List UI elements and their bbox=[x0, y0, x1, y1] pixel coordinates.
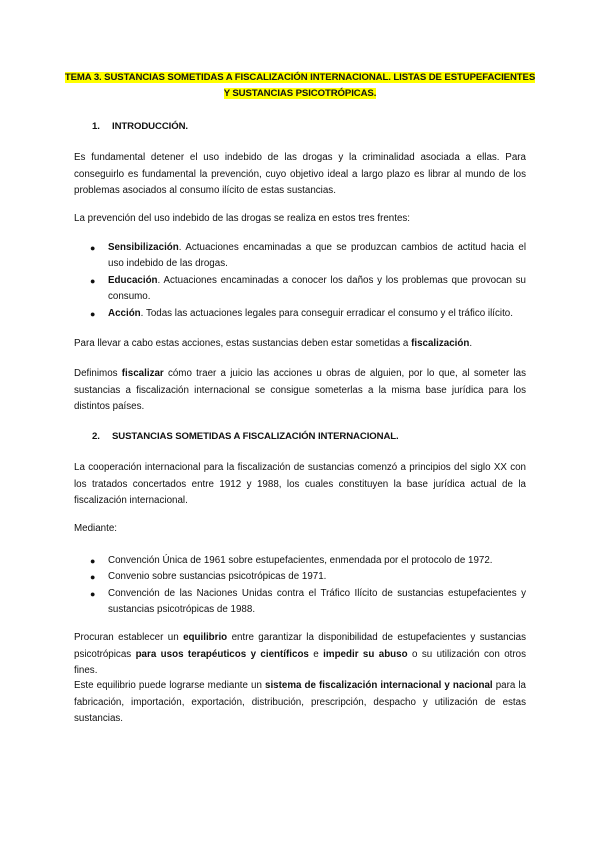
title-line-2: Y SUSTANCIAS PSICOTRÓPICAS. bbox=[223, 88, 377, 99]
bullet-text: Convenio sobre sustancias psicotrópicas de 1971. bbox=[108, 571, 327, 583]
list-item bbox=[90, 553, 526, 569]
section-title: INTRODUCCIÓN. bbox=[112, 121, 188, 132]
bullet-term: Sensibilización bbox=[108, 242, 179, 253]
bullet-icon: ● bbox=[90, 243, 96, 253]
list-item bbox=[90, 569, 526, 585]
bullet-icon: ● bbox=[90, 556, 96, 566]
section-title: SUSTANCIAS SOMETIDAS A FISCALIZACIÓN INTERNACIONAL. bbox=[112, 431, 399, 442]
paragraph: La prevención del uso indebido de las drogas se realiza en estos tres frentes: bbox=[74, 213, 411, 224]
list-item bbox=[90, 306, 526, 322]
bullet-text: . Todas las actuaciones legales para conseguir erradicar el consumo y el tráfico ilícito. bbox=[140, 307, 513, 319]
paragraph: Procuran establecer un equilibrio entre garantizar la disponibilidad de estupefacientes y sustancias psicotrópicas para usos terapéuticos y científicos e impedir su abuso o su utilización con otros fines. bbox=[74, 632, 527, 677]
section-number: 2. bbox=[92, 431, 100, 442]
list-item bbox=[90, 273, 526, 306]
bullet-icon: ● bbox=[90, 275, 96, 286]
paragraph: Es fundamental detener el uso indebido de las drogas y la criminalidad asociada a ellas. Para conseguirlo es fundamental la prevención, cuyo objetivo ideal a largo plazo es librar al mundo de los problemas asociados al consumo ilícito de estas sustancias. bbox=[74, 152, 526, 197]
paragraph: Definimos fiscalizar cómo traer a juicio las acciones u obras de alguien, por lo que, al someter las sustancias a fiscalización internacional se consigue someterlas a la misma base jurídica para los distintos países. bbox=[74, 368, 526, 413]
paragraph: La cooperación internacional para la fiscalización de sustancias comenzó a principios del siglo XX con los tratados concertados entre 1912 y 1988, los cuales constituyen la base jurídica actual de la fiscalización internacional. bbox=[74, 462, 526, 507]
bullet-text: . Actuaciones encaminadas a conocer los daños y los problemas que provocan su consumo. bbox=[108, 274, 526, 303]
list-item bbox=[90, 586, 526, 619]
paragraph: Para llevar a cabo estas acciones, estas sustancias deben estar sometidas a fiscalización. bbox=[74, 338, 473, 349]
bullet-icon: ● bbox=[90, 588, 96, 599]
bullet-icon: ● bbox=[90, 572, 96, 583]
bullet-text: Convención Única de 1961 sobre estupefacientes, enmendada por el protocolo de 1972. bbox=[108, 555, 493, 566]
section-1-heading bbox=[92, 121, 188, 132]
section-number: 1. bbox=[92, 121, 100, 132]
bullet-text: Convención de las Naciones Unidas contra el Tráfico Ilícito de sustancias estupefacientes y sustancias psicotrópicas de 1988. bbox=[108, 587, 526, 616]
bullet-list bbox=[90, 553, 526, 619]
title-line-1: TEMA 3. SUSTANCIAS SOMETIDAS A FISCALIZACIÓN INTERNACIONAL. LISTAS DE ESTUPEFACIENTES bbox=[64, 72, 536, 83]
bullet-icon: ● bbox=[90, 308, 96, 319]
section-2-heading bbox=[92, 431, 399, 442]
document-title bbox=[60, 70, 540, 102]
bullet-list bbox=[90, 240, 526, 322]
paragraph: Mediante: bbox=[74, 523, 118, 534]
list-item bbox=[90, 240, 526, 273]
bullet-term: Educación bbox=[108, 274, 158, 286]
paragraph: Este equilibrio puede lograrse mediante un sistema de fiscalización internacional y nacional para la fabricación, importación, exportación, distribución, prescripción, despacho y utilización de estas sustancias. bbox=[74, 680, 526, 725]
bullet-text: . Actuaciones encaminadas a que se produzcan cambios de actitud hacia el uso indebido de las drogas. bbox=[108, 242, 526, 270]
bullet-term: Acción bbox=[108, 307, 141, 319]
